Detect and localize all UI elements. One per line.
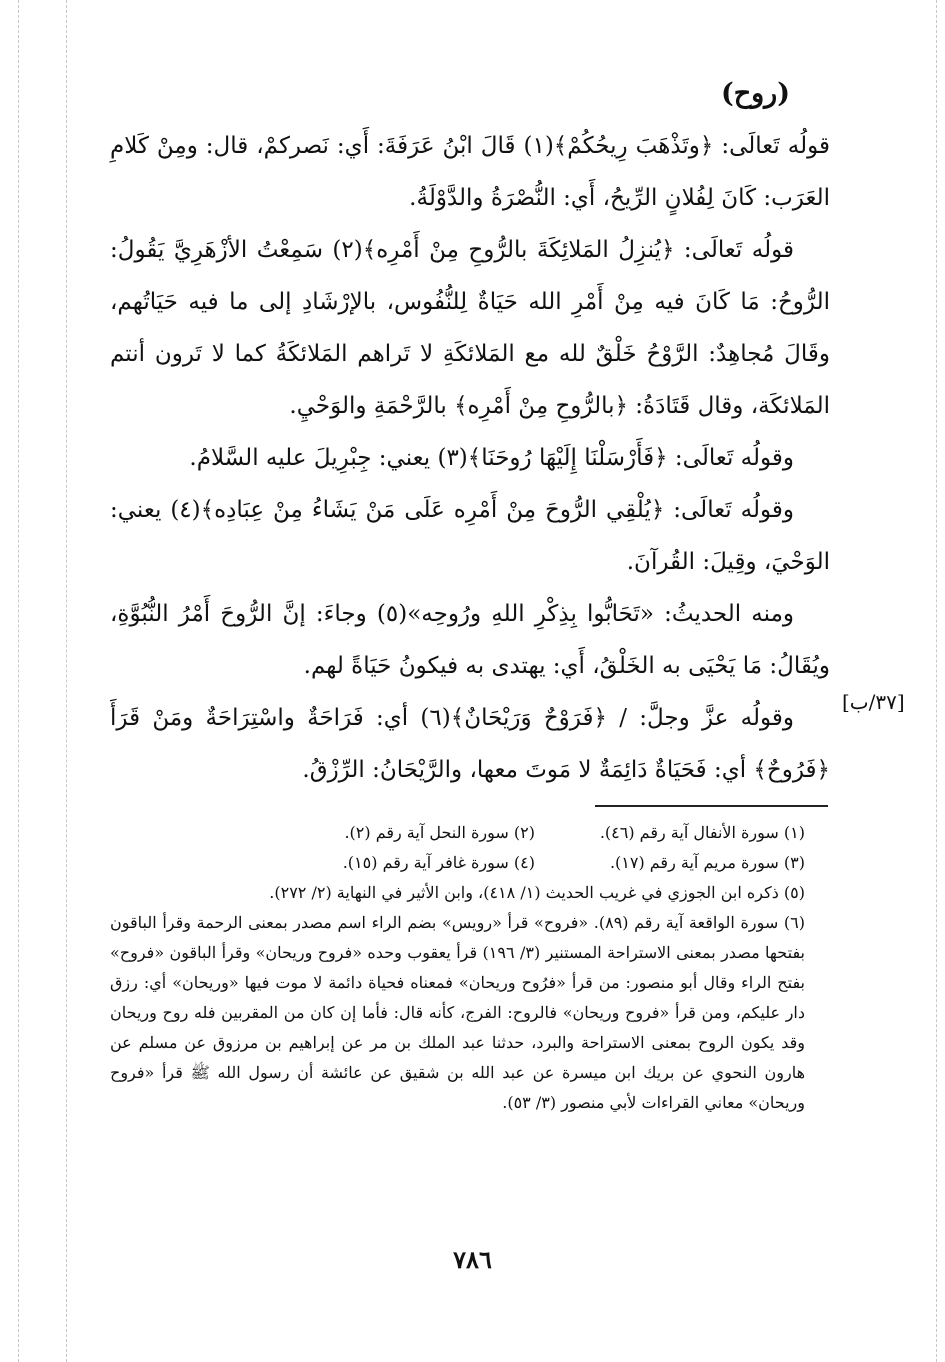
footnote-row-1 (110, 818, 825, 848)
paragraph-6: وقولُه عزَّ وجلَّ: / ﴿فَرَوْحٌ وَرَيْحَانٌ﴾(٦) أي: فَرَاحَةٌ واسْتِرَاحَةٌ ومَنْ قَرَأَ ﴿فَرُوحٌ﴾ أي: فَحَيَاةٌ دَائِمَةٌ لا مَوتَ معها، والرَّيْحَانُ: الرِّزْقُ. (110, 705, 830, 783)
footnote-4: (٤) سورة غافر آية رقم (١٥). (342, 853, 535, 872)
page-number: ٧٨٦ (453, 1245, 492, 1274)
footnote-row-2 (110, 848, 825, 878)
left-guide-line (18, 0, 19, 1362)
left-inner-guide-line (66, 0, 67, 1362)
paragraph-4: وقولُه تَعالَى: ﴿يُلْقِي الرُّوحَ مِنْ أَمْرِه عَلَى مَنْ يَشَاءُ مِنْ عِبَادِه﴾(٤) يعني: الوَحْيَ، وقِيلَ: القُرآنَ. (110, 497, 830, 575)
manuscript-folio-note: [٣٧/ب] (842, 690, 905, 714)
right-guide-line (936, 0, 937, 1362)
footnote-2: (٢) سورة النحل آية رقم (٢). (344, 823, 535, 842)
paragraph-3: وقولُه تَعالَى: ﴿فَأَرْسَلْنَا إِلَيْهَا رُوحَنَا﴾(٣) يعني: جِبْرِيلَ عليه السَّلامُ. (189, 445, 794, 471)
footnote-5: (٥) ذكره ابن الجوزي في غريب الحديث (١/ ٤١٨)، وابن الأثير في النهاية (٢/ ٢٧٢). (269, 883, 805, 902)
page-body (110, 60, 830, 796)
footnote-3: (٣) سورة مريم آية رقم (١٧). (609, 853, 805, 872)
footnote-separator (595, 805, 828, 807)
footnote-1: (١) سورة الأنفال آية رقم (٤٦). (599, 823, 805, 842)
footnotes (110, 818, 825, 1118)
paragraph-1: قولُه تَعالَى: ﴿وتَذْهَبَ رِيحُكُمْ﴾(١) قَالَ ابْنُ عَرَفَةَ: أَي: نَصركمْ، قال: ومِنْ كَلامِ العَرَب: كَانَ لِفُلانٍ الرِّيحُ، أَي: النُّصْرَةُ والدَّوْلَةُ. (110, 133, 830, 211)
paragraph-2: قولُه تَعالَى: ﴿يُنزِلُ المَلائِكَةَ بالرُّوحِ مِنْ أَمْرِه﴾(٢) سَمِعْتُ الأزْهَرِيَّ يَقُولُ: الرُّوحُ: مَا كَانَ فيه مِنْ أَمْرِ الله حَيَاةٌ لِلنُّفُوس، بالإرْشَادِ إلى ما فيه حَيَاتُهم، وقَالَ مُجاهِدٌ: الرَّوْحُ خَلْقٌ لله مع المَلائكَةِ لا تَراهم المَلائكَةُ كما لا تَرون أنتم المَلائكَة، وقال قَتَادَةُ: ﴿بالرُّوحِ مِنْ أَمْرِه﴾ بالرَّحْمَةِ والوَحْيِ. (110, 237, 831, 419)
paragraph-5: ومنه الحديثُ: «تَحَابُّوا بِذِكْرِ اللهِ ورُوحِه»(٥) وجاءَ: إنَّ الرُّوحَ أَمْرُ النُّبُوَّةِ، ويُقَالُ: مَا يَحْيَى به الخَلْقُ، أَي: يهتدى به فيكونُ حَيَاةً لهم. (110, 601, 830, 679)
footnote-6: (٦) سورة الواقعة آية رقم (٨٩). «فروح» قرأ «رويس» بضم الراء اسم مصدر بمعنى الرحمة وقرأ الباقون بفتحها مصدر بمعنى الاستراحة المستنير (٣/ ١٩٦) قرأ يعقوب وحده «فروح وريحان» وقرأ الباقون «فروح» بفتح الراء وقال أبو منصور: من قرأ «فرُوح وريحان» فمعناه فحياة دائمة لا موت فيها «وريحان» أي: رزق دار عليكم، ومن قرأ «فروح وريحان» فالروح: الفرج، كأنه قال: فأما إن كان من المقربين فله روح وريحان وقد يكون الروح بمعنى الاستراحة والبرد، حدثنا عبد الملك بن مر عن إبراهيم بن مرزوق عن مسلم عن هارون النحوي عن بريك ابن ميسرة عن عبد الله بن شقيق عن عائشة أن رسول الله ﷺ قرأ «فروح وريحان» معاني القراءات لأبي منصور (٣/ ٥٣). (110, 913, 806, 1112)
root-title: (روح) (720, 78, 790, 109)
